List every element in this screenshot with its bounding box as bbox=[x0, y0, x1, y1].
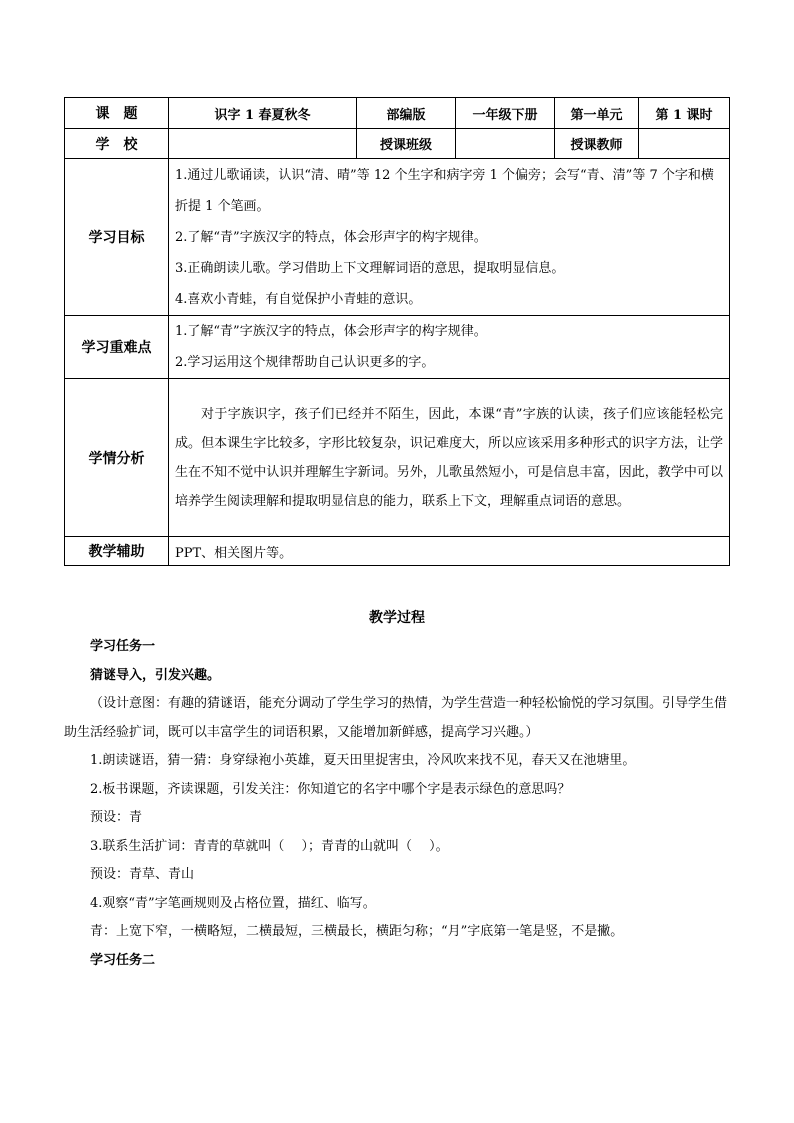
school-label: 学 校 bbox=[65, 129, 169, 159]
class-label: 授课班级 bbox=[357, 129, 456, 159]
key-point-item: 2.学习运用这个规律帮助自己认识更多的字。 bbox=[175, 355, 435, 370]
design-intent: （设计意图：有趣的猜谜语，能充分调动了学生学习的热情，为学生营造一种轻松愉悦的学习氛围。引导学生借助生活经验扩词，既可以丰富学生的词语积累，又能增加新鲜感，提高学习兴趣。） bbox=[64, 696, 728, 740]
class-value bbox=[456, 129, 555, 159]
teacher-label: 授课教师 bbox=[555, 129, 639, 159]
school-value bbox=[169, 129, 357, 159]
process-body bbox=[64, 633, 734, 975]
lesson-info-table bbox=[64, 97, 730, 566]
analysis-content bbox=[169, 379, 730, 537]
step-item: 3.联系生活扩词：青青的草就叫（ ）；青青的山就叫（ ）。 bbox=[90, 838, 449, 854]
objectives-content bbox=[169, 159, 730, 316]
step-item: 2.板书课题，齐读课题，引发关注：你知道它的名字中哪个字是表示绿色的意思吗？ bbox=[90, 781, 571, 797]
aids-label: 教学辅助 bbox=[65, 537, 169, 566]
objective-item: 2.了解“青”字族汉字的特点，体会形声字的构字规律。 bbox=[175, 229, 487, 245]
table-row bbox=[65, 98, 730, 129]
objective-item: 1.通过儿歌诵读，认识“清、晴”等 12 个生字和病字旁 1 个偏旁；会写“青、清”等 7 个字和横折提 1 个笔画。 bbox=[175, 167, 714, 214]
table-row bbox=[65, 159, 730, 316]
aids-content: PPT、相关图片等。 bbox=[169, 537, 730, 566]
task-heading: 学习任务二 bbox=[90, 952, 156, 968]
edition: 部编版 bbox=[357, 98, 456, 129]
objectives-label: 学习目标 bbox=[65, 159, 169, 316]
analysis-label: 学情分析 bbox=[65, 379, 169, 537]
unit: 第一单元 bbox=[555, 98, 639, 129]
step-item: 1.朗读谜语，猜一猜：身穿绿袍小英雄，夏天田里捉害虫，冷风吹来找不见，春天又在池塘里。 bbox=[90, 753, 636, 768]
objective-item: 3.正确朗读儿歌。学习借助上下文理解词语的意思，提取明显信息。 bbox=[175, 260, 565, 276]
table-row bbox=[65, 537, 730, 566]
grade: 一年级下册 bbox=[456, 98, 555, 129]
key-point-item: 1.了解“青”字族汉字的特点，体会形声字的构字规律。 bbox=[175, 324, 487, 339]
period: 第 1 课时 bbox=[639, 98, 730, 129]
process-title: 教学过程 bbox=[369, 610, 425, 626]
step-item: 4.观察“青”字笔画规则及占格位置，描红、临写。 bbox=[90, 895, 376, 911]
table-row bbox=[65, 129, 730, 159]
lesson-title: 识字 1 春夏秋冬 bbox=[169, 98, 357, 129]
table-row bbox=[65, 316, 730, 379]
key-points-label: 学习重难点 bbox=[65, 316, 169, 379]
preset-answer: 预设：青草、青山 bbox=[90, 867, 195, 882]
analysis-text: 对于字族识字，孩子们已经并不陌生，因此，本课“青”字族的认读，孩子们应该能轻松完成。但本课生字比较多，字形比较复杂，识记难度大，所以应该采用多种形式的识字方法，让学生在不知不觉中认识并理解生字新词。另外，儿歌虽然短小，可是信息丰富，因此，教学中可以培养学生阅读理解和提取明显信息的能力，联系上下文，理解重点词语的意思。 bbox=[175, 406, 723, 509]
topic-label: 课 题 bbox=[65, 98, 169, 129]
preset-answer: 预设：青 bbox=[90, 810, 143, 825]
key-points-content bbox=[169, 316, 730, 379]
writing-note: 青：上宽下窄，一横略短，二横最短，三横最长，横距匀称；“月”字底第一笔是竖，不是撇。 bbox=[90, 924, 624, 939]
table-row bbox=[65, 379, 730, 537]
task-heading: 学习任务一 bbox=[90, 639, 156, 654]
teacher-value bbox=[639, 129, 730, 159]
objective-item: 4.喜欢小青蛙，有自觉保护小青蛙的意识。 bbox=[175, 291, 422, 307]
task-subheading: 猜谜导入，引发兴趣。 bbox=[90, 667, 221, 683]
